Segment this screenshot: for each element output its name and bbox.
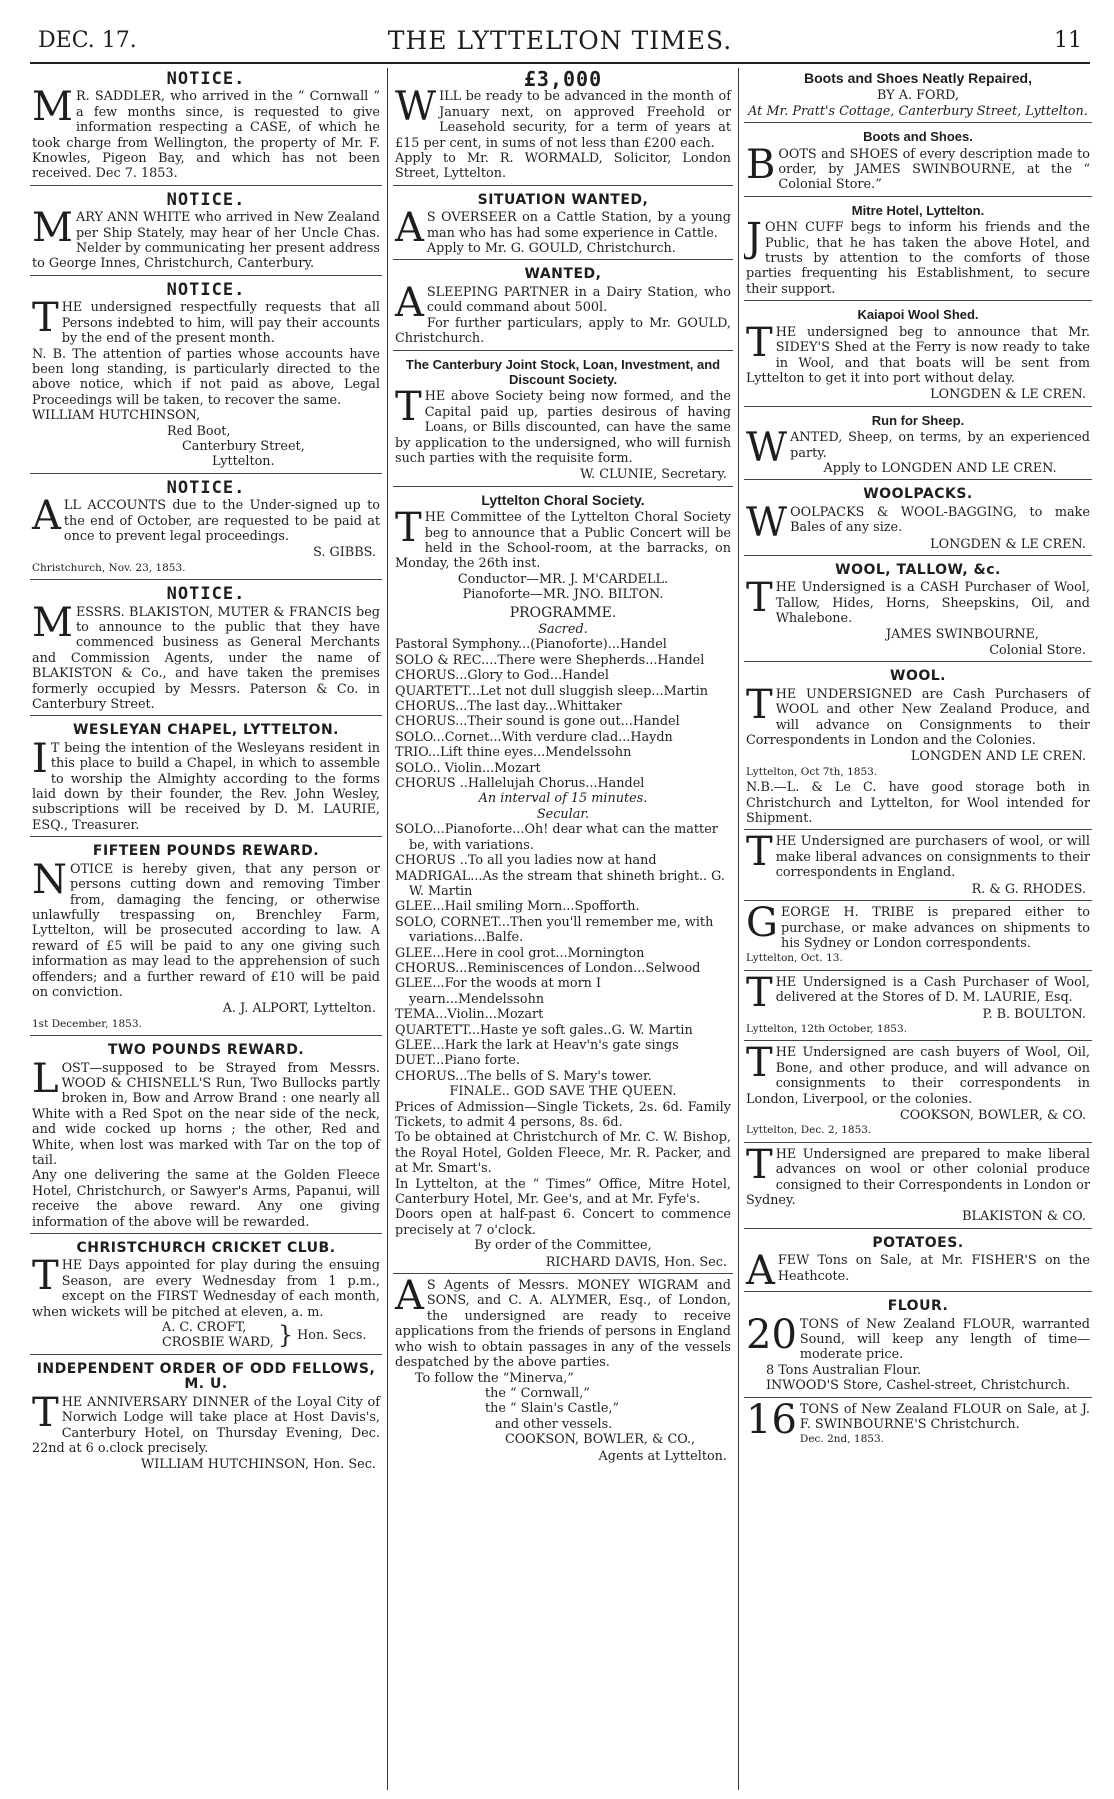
programme-item: SOLO.. Violin...Mozart [395, 760, 541, 776]
signature: A. J. ALPORT, Lyttelton. [222, 1001, 376, 1017]
ad-heading: Boots and Shoes Neatly Repaired, [804, 70, 1032, 86]
ad-date: Lyttelton, Oct. 13. [746, 952, 843, 965]
drop-cap: W [746, 425, 788, 472]
ad-text: TONS of New Zealand FLOUR on Sale, at J. F. SWINBOURNE'S Christchurch. [799, 1401, 1090, 1433]
ad-text: T being the intention of the Wesleyans resident in this place to build a Chapel, in which to assemble to worship the Almighty according to the forms laid down by their founder, the Rev. John Wesley, subscriptions will be received by D. M. LAURIE, ESQ., Treasurer. [32, 740, 380, 833]
ad-text: HE Undersigned are cash buyers of Wool, Oil, Bone, and other produce, and will advance on consignments to their correspondents in London, Liverpool, or the colonies. [746, 1045, 1090, 1107]
ticket-outlets-lyttelton: In Lyttelton, at the “ Times” Office, Mitre Hotel, Canterbury Hotel, Mr. Gee's, and at Mr. Fyfe's. [395, 1176, 731, 1208]
ad-text: S Agents of Messrs. MONEY WIGRAM and SONS, and C. A. ALYMER, Esq., of London, the undersigned are ready to receive applications from the friends of persons in England who wish to obtain passages in any of the vessels despatched by the above parties. [395, 1278, 731, 1371]
ad-text: EORGE H. TRIBE is prepared either to purchase, or make advances on shipments to his Sydney or London correspondents. [780, 905, 1090, 951]
ad-heading: £3,000 [523, 68, 603, 91]
vessel-list: To follow the “Minerva,” [415, 1370, 574, 1386]
signature: LONGDEN AND LE CREN. [910, 749, 1086, 765]
advertisement [744, 483, 1092, 556]
ad-heading: INDEPENDENT ORDER OF ODD FELLOWS, M. U. [36, 1360, 376, 1393]
drop-cap: N [32, 856, 67, 903]
drop-cap: T [746, 319, 773, 366]
drop-cap: M [32, 205, 73, 252]
ad-text: HE ANNIVERSARY DINNER of the Loyal City of Norwich Lodge will take place at Host Davis's, Canterbury Hotel, on Thursday Evening, Dec. 22nd at 6 o.clock precisely. [32, 1394, 380, 1456]
advertisement [744, 559, 1092, 662]
drop-cap: G [746, 904, 778, 947]
ad-heading: Mitre Hotel, Lyttelton. [851, 202, 985, 218]
advertisement [744, 304, 1092, 406]
ad-heading: Boots and Shoes. [863, 129, 973, 145]
drop-cap: J [746, 215, 763, 262]
ad-heading: FIFTEEN POUNDS REWARD. [92, 843, 320, 860]
ad-body [32, 295, 380, 347]
signature: COOKSON, BOWLER, & CO., [505, 1432, 696, 1448]
pianoforte: Pianoforte—MR. JNO. BILTON. [462, 587, 664, 603]
sacred-programme [395, 637, 731, 791]
signature: Agents at Lyttelton. [598, 1448, 727, 1464]
interval-note: An interval of 15 minutes. [478, 791, 648, 807]
ad-heading: SITUATION WANTED, [477, 191, 649, 208]
ad-heading: WESLEYAN CHAPEL, LYTTELTON. [72, 722, 339, 739]
ad-date: Lyttelton, 12th October, 1853. [746, 1022, 907, 1035]
issue-date: DEC. 17. [38, 28, 137, 53]
column-rule [738, 68, 739, 1790]
ad-body [32, 1253, 380, 1320]
secular-heading: Secular. [536, 806, 590, 822]
signature: Red Boot, [167, 423, 231, 439]
ad-text: ESSRS. BLAKISTON, MUTER & FRANCIS beg to announce to the public that they have commenced business as General Merchants and Commission Agents, under the name of BLAKISTON & Co., and have taken the premises formerly occupied by Messrs. Paterson & Co. in Canterbury Street. [32, 604, 380, 713]
advertisement [30, 1358, 382, 1476]
programme-item: Pastoral Symphony...(Pianoforte)...Handel [395, 637, 667, 653]
signature: JAMES SWINBOURNE, [886, 626, 1039, 642]
ad-body [395, 84, 731, 151]
advertisement [30, 583, 382, 716]
programme-item: GLEE...Here in cool grot...Mornington [395, 945, 645, 961]
drop-cap: A [395, 205, 424, 252]
advertisement [744, 904, 1092, 971]
ad-text: HE above Society being now formed, and the Capital paid up, parties desirous of having Loans, or Bills discounted, can have the same by application to the undersigned, who will furnish such parties with the requisite form. [395, 389, 731, 466]
programme-item: CHORUS...The bells of S. Mary's tower. [395, 1068, 652, 1084]
ad-body [32, 84, 380, 182]
advertisement [30, 189, 382, 276]
drop-cap: T [746, 1145, 773, 1188]
signature-names [162, 1320, 274, 1351]
programme-item: TEMA...Violin...Mozart [395, 1007, 544, 1023]
programme-item: TRIO...Lift thine eyes...Mendelssohn [395, 745, 632, 761]
advertisement [30, 1237, 382, 1355]
drop-cap: A [32, 493, 61, 540]
ad-heading: Lyttelton Choral Society. [481, 491, 645, 508]
ad-date: Christchurch, Nov. 23, 1853. [32, 561, 186, 574]
advertisement [744, 410, 1092, 481]
advertisement [393, 354, 733, 487]
column-rule [387, 68, 388, 1790]
ad-heading: NOTICE. [166, 279, 246, 300]
page-number: 11 [1054, 28, 1082, 53]
ad-text: HE Undersigned is a CASH Purchaser of Wool, Tallow, Hides, Horns, Sheepskins, Oil, and Whalebone. [775, 580, 1090, 627]
ad-text: R. SADDLER, who arrived in the “ Cornwall ” a few months since, is requested to give information respecting a CASE, of which he took charge from Wellington, the property of Mr. F. Knowles, Pigeon Bay, and which has not been received. Dec 7. 1853. [32, 89, 380, 182]
advertisement [30, 68, 382, 186]
vessel: and other vessels. [495, 1416, 613, 1432]
ad-text: FEW Tons on Sale, at Mr. FISHER'S on the Heathcote. [777, 1253, 1090, 1284]
finale: FINALE.. GOD SAVE THE QUEEN. [449, 1084, 677, 1100]
ad-text: S OVERSEER on a Cattle Station, by a young man who has had some experience in Cattle. [426, 210, 731, 241]
drop-cap: A [395, 1277, 424, 1320]
ad-text: HE undersigned respectfully requests that all Persons indebted to him, will pay their accounts by the end of the present month. [61, 300, 380, 347]
advertisement [393, 189, 733, 261]
ad-body [746, 1045, 1090, 1107]
conductor: Conductor—MR. J. M'CARDELL. [457, 571, 669, 587]
signature: P. B. BOULTON. [982, 1006, 1086, 1022]
signature-role: Hon. Secs. [297, 1327, 367, 1343]
ad-heading: CHRISTCHURCH CRICKET CLUB. [76, 1240, 336, 1257]
brace: } [277, 1320, 294, 1349]
programme-item: QUARTETT...Haste ye soft gales..G. W. Martin [395, 1022, 693, 1038]
ad-text: OOLPACKS & WOOL-BAGGING, to make Bales of any size. [790, 504, 1090, 536]
ad-note: N.B.—L. & Le C. have good storage both in Christchurch and Lyttelton, for Wool intended for Shipment. [746, 780, 1090, 827]
advertisement [30, 1039, 382, 1234]
advertisement [30, 477, 382, 580]
ad-heading: NOTICE. [166, 189, 246, 210]
ad-heading: TWO POUNDS REWARD. [107, 1042, 305, 1059]
ad-body [746, 1248, 1090, 1293]
ad-text: BY A. FORD, [877, 88, 959, 104]
advertisement [744, 126, 1092, 197]
newspaper-title: THE LYTTELTON TIMES. [387, 26, 733, 55]
ad-body [32, 205, 380, 272]
ad-heading: POTATOES. [872, 1234, 964, 1251]
ad-text: OOTS and SHOES of every description made to order, by JAMES SWINBOURNE, at the “ Colonial Store.” [778, 146, 1090, 193]
ad-body [32, 1389, 380, 1457]
ad-body [746, 1147, 1090, 1209]
ad-text: HE Undersigned are prepared to make liberal advances on wool or other colonial produce consigned to their Correspondents in London or Sydney. [746, 1146, 1090, 1208]
column-1 [30, 68, 382, 1790]
drop-cap: T [395, 505, 422, 552]
programme-item: CHORUS...The last day...Whittaker [395, 699, 622, 715]
advertisement [744, 1146, 1092, 1229]
drop-cap: B [746, 141, 776, 188]
ad-body [395, 505, 731, 572]
ad-text: HE Days appointed for play during the ensuing Season, are every Wednesday from 1 p.m., except on the FIRST Wednesday of each month, when wickets will be pitched at eleven, a. m. [32, 1258, 380, 1320]
advertisement [744, 68, 1092, 123]
programme-item: GLEE...For the woods at morn I yearn...Mendelssohn [395, 976, 602, 1007]
ad-text: 8 Tons Australian Flour. [766, 1362, 922, 1378]
signature: LONGDEN & LE CREN. [930, 536, 1086, 552]
drop-cap: A [746, 1248, 775, 1293]
prices: Prices of Admission—Single Tickets, 2s. 6d. Family Tickets, to admit 4 persons, 8s. 6d. [395, 1099, 731, 1130]
signature: BLAKISTON & CO. [962, 1209, 1086, 1225]
drop-cap: L [32, 1055, 59, 1102]
drop-cap: I [32, 735, 48, 782]
ad-body [746, 681, 1090, 749]
ad-heading: Run for Sheep. [871, 412, 965, 428]
advertisement [744, 1401, 1092, 1451]
ad-body [746, 905, 1090, 951]
ad-body [32, 493, 380, 544]
doors-note: Doors open at half-past 6. Concert to commence precisely at 7 o'clock. [395, 1207, 731, 1238]
masthead [30, 22, 1090, 64]
advertisement [744, 1044, 1092, 1142]
signature: Lyttelton. [212, 454, 275, 470]
ad-body [746, 215, 1090, 297]
ad-text: ARY ANN WHITE who arrived in New Zealand per Ship Stately, may hear of her Uncle Chas. Nelder by communicating her present address to George Innes, Christchurch, Canterbury. [32, 210, 380, 272]
programme-item: CHORUS...Their sound is gone out...Handel [395, 714, 680, 730]
secular-programme [395, 822, 731, 1084]
drop-cap: T [32, 295, 59, 342]
drop-cap: A [395, 279, 424, 326]
signature: Canterbury Street, [182, 438, 305, 454]
ad-text: Apply to Mr. G. GOULD, Christchurch. [426, 241, 676, 257]
programme-item: GLEE...Hark the lark at Heav'n's gate sings [395, 1037, 679, 1053]
advertisement [393, 1277, 733, 1467]
programme-item: CHORUS ..Hallelujah Chorus...Handel [395, 776, 645, 792]
ticket-outlets: To be obtained at Christchurch of Mr. C. W. Bishop, the Royal Hotel, Golden Fleece, Mr. R. Packer, and at Mr. Smart's. [395, 1130, 731, 1177]
ad-heading: FLOUR. [887, 1298, 949, 1315]
drop-cap: 20 [746, 1311, 797, 1358]
advertisement [393, 68, 733, 186]
ad-text: OST—supposed to be Strayed from Messrs. WOOD & CHISNELL'S Run, Two Bullocks partly broken in, Bow and Arrow Brand : one nearly all White with a Red Spot on the near side of the neck, and wide cocked up horns ; the other, Red and White, when lost was marked with Tar on the top of tail. [32, 1060, 380, 1168]
ad-body [746, 575, 1090, 627]
programme-item: SOLO, CORNET...Then you'll remember me, with variations...Balfe. [395, 914, 714, 946]
advertisement [393, 263, 733, 350]
ad-text: SLEEPING PARTNER in a Dairy Station, who could command about 500l. [426, 284, 731, 316]
drop-cap: T [746, 575, 773, 622]
advertisement [744, 1232, 1092, 1292]
drop-cap: T [32, 1253, 59, 1300]
signature-block [162, 1320, 380, 1351]
ad-address: At Mr. Pratt's Cottage, Canterbury Street, Lyttelton. [748, 103, 1088, 119]
ad-text: TONS of New Zealand FLOUR, warranted Sound, will keep any length of time—moderate price. [799, 1316, 1090, 1363]
ad-heading: WOOL, TALLOW, &c. [835, 561, 1001, 578]
signature: R. & G. RHODES. [971, 881, 1086, 897]
ad-text: OHN CUFF begs to inform his friends and the Public, that he has taken the above Hotel, and trusts by attention to the comforts of those parties frequenting his Establishment, to secure their support. [746, 220, 1090, 297]
ad-text: ILL be ready to be advanced in the month of January next, on approved Freehold or Leasehold security, for a term of years at £15 per cent, in sums of not less than £200 each. [395, 89, 731, 151]
programme-item: SOLO & REC....There were Shepherds...Handel [395, 652, 705, 668]
ad-note: N. B. The attention of parties whose accounts have been long standing, is particularly directed to the above notice, which if not paid as above, Legal Proceedings will be taken, to recover the same. [32, 346, 380, 408]
column-3 [744, 68, 1092, 1790]
ad-text: For further particulars, apply to Mr. GOULD, Christchurch. [395, 315, 731, 347]
drop-cap: T [32, 1389, 59, 1436]
drop-cap: W [395, 84, 437, 131]
drop-cap: 16 [746, 1400, 797, 1443]
advertisement [744, 833, 1092, 901]
drop-cap: T [746, 973, 773, 1016]
signature: WILLIAM HUTCHINSON, [32, 408, 201, 424]
ad-text: LL ACCOUNTS due to the Under-signed up to the end of October, are requested to be paid at once to prevent legal proceedings. [63, 498, 380, 544]
ad-body [746, 319, 1090, 387]
ad-body [395, 384, 731, 466]
ad-heading: The Canterbury Joint Stock, Loan, Investment, and Discount Society. [405, 356, 721, 387]
ad-heading: WANTED, [524, 266, 602, 283]
ad-body [32, 1055, 380, 1169]
ad-body [746, 141, 1090, 193]
advertisement [744, 974, 1092, 1042]
drop-cap: T [395, 384, 422, 431]
advertisement [30, 840, 382, 1036]
drop-cap: T [746, 681, 773, 728]
ad-body [395, 1278, 731, 1370]
programme-item: SOLO...Cornet...With verdure clad...Haydn [395, 729, 673, 745]
ad-text: INWOOD'S Store, Cashel-street, Christchurch. [765, 1378, 1071, 1394]
drop-cap: M [32, 84, 73, 131]
drop-cap: W [746, 499, 788, 546]
programme-heading: PROGRAMME. [509, 604, 617, 621]
advertisement [744, 665, 1092, 830]
ad-body [395, 279, 731, 326]
ad-body [32, 599, 380, 713]
ad-body [32, 735, 380, 833]
ad-text: HE Undersigned are purchasers of wool, or will make liberal advances on consignments to their correspondents in England. [775, 834, 1090, 881]
advertisement [30, 719, 382, 837]
programme-item: QUARTETT...Let not dull sluggish sleep...Martin [395, 683, 708, 699]
ad-date: Lyttelton, Oct 7th, 1853. [746, 765, 878, 778]
ad-heading: WOOL. [890, 668, 946, 685]
signature: Colonial Store. [989, 643, 1086, 658]
programme-item: GLEE...Hail smiling Morn...Spofforth. [395, 899, 640, 915]
ad-heading: NOTICE. [166, 584, 246, 605]
ad-heading: NOTICE. [166, 69, 246, 89]
drop-cap: M [32, 599, 73, 646]
ad-body [746, 834, 1090, 880]
ad-text: OTICE is hereby given, that any person or persons cutting down and removing Timber from, damaging the fencing, or otherwise unlawfully trespassing on, Brenchley Farm, Lyttelton, will be prosecuted according to law. A reward of £5 will be paid to any one giving such information as may lead to the apprehension of such offenders; and a further reward of £10 will be paid on conviction. [32, 861, 380, 1000]
ad-text: ANTED, Sheep, on terms, by an experienced party. [790, 430, 1090, 461]
ad-heading: WOOLPACKS. [863, 486, 973, 503]
programme-item: DUET...Piano forte. [395, 1053, 520, 1069]
programme-item: CHORUS...Glory to God...Handel [395, 668, 609, 684]
signature: WILLIAM HUTCHINSON, Hon. Sec. [141, 1457, 376, 1473]
advertisement [744, 1295, 1092, 1397]
ad-text: HE undersigned beg to announce that Mr. SIDEY'S Shed at the Ferry is now ready to take in Wool, and that boats will be sent from Lyttelton to get it into port without delay. [746, 324, 1090, 386]
advertisement [30, 279, 382, 474]
sacred-heading: Sacred. [538, 622, 588, 637]
advertisement [744, 200, 1092, 301]
ad-text: Any one delivering the same at the Golden Fleece Hotel, Christchurch, or Sawyer's Arms, Papanui, will receive the above reward. Any one giving information of the above will be rewarded. [32, 1168, 380, 1230]
column-2 [393, 68, 733, 1790]
programme-item: CHORUS ..To all you ladies now at hand [395, 853, 657, 869]
committee-order: By order of the Committee, [474, 1238, 652, 1254]
drop-cap: T [746, 833, 773, 876]
ad-text: Apply to Mr. R. WORMALD, Solicitor, London Street, Lyttelton. [395, 151, 731, 182]
signature: A. C. CROFT, [162, 1320, 247, 1336]
signature: COOKSON, BOWLER, & CO. [899, 1107, 1086, 1123]
ad-text: HE UNDERSIGNED are Cash Purchasers of WOOL and other New Zealand Produce, and will advance on Consignments to their Correspondents in London and the Colonies. [746, 686, 1090, 749]
ad-text: HE Committee of the Lyttelton Choral Society beg to announce that a Public Concert will be held in the School-room, at the barracks, on Monday, the 26th inst. [395, 510, 731, 572]
signature: S. GIBBS. [313, 545, 376, 561]
ad-heading: Kaiapoi Wool Shed. [857, 307, 979, 323]
programme-item: CHORUS...Reminiscences of London...Selwood [395, 960, 701, 976]
ad-date: 1st December, 1853. [32, 1017, 142, 1030]
signature: W. CLUNIE, Secretary. [580, 467, 727, 483]
signature: CROSBIE WARD, [162, 1335, 274, 1351]
ad-body [746, 1311, 1090, 1363]
vessel: the “ Slain's Castle,” [485, 1401, 620, 1417]
signature: LONGDEN & LE CREN. [930, 387, 1086, 403]
ad-text: Apply to LONGDEN AND LE CREN. [823, 460, 1057, 476]
vessel: the “ Cornwall,” [485, 1385, 590, 1401]
ad-heading: NOTICE. [166, 477, 246, 498]
programme-item: SOLO...Pianoforte...Oh! dear what can the matter be, with variations. [395, 822, 718, 853]
programme-item: MADRIGAL...As the stream that shineth bright.. G. W. Martin [395, 868, 726, 899]
advertisement [393, 490, 733, 1274]
drop-cap: T [746, 1044, 773, 1087]
signature: RICHARD DAVIS, Hon. Sec. [545, 1254, 727, 1270]
ad-body [32, 856, 380, 1001]
ad-date: Dec. 2nd, 1853. [799, 1433, 884, 1446]
ad-text: HE Undersigned is a Cash Purchaser of Wool, delivered at the Stores of D. M. LAURIE, Esq. [775, 974, 1090, 1006]
ad-date: Lyttelton, Dec. 2, 1853. [746, 1124, 872, 1137]
